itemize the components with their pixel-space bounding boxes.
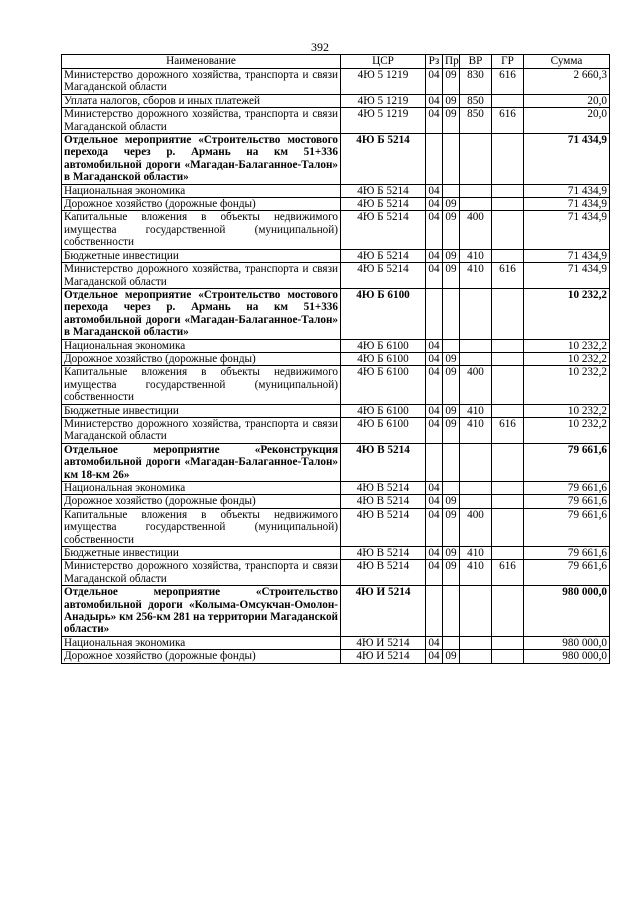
cell-csr: 4Ю В 5214 <box>341 495 426 508</box>
cell-pr: 09 <box>443 211 460 249</box>
cell-pr: 09 <box>443 495 460 508</box>
cell-gr <box>492 94 524 107</box>
cell-name: Дорожное хозяйство (дорожные фонды) <box>62 352 341 365</box>
cell-gr <box>492 184 524 197</box>
cell-pr: 09 <box>443 404 460 417</box>
cell-gr <box>492 288 524 339</box>
cell-pr <box>443 443 460 481</box>
cell-vr <box>460 288 492 339</box>
table-row <box>62 495 610 508</box>
cell-rz: 04 <box>426 547 443 560</box>
cell-pr <box>443 339 460 352</box>
cell-sum: 980 000,0 <box>524 586 610 637</box>
cell-rz: 04 <box>426 184 443 197</box>
cell-csr: 4Ю Б 5214 <box>341 263 426 289</box>
cell-name: Уплата налогов, сборов и иных платежей <box>62 94 341 107</box>
cell-gr: 616 <box>492 560 524 586</box>
cell-name: Министерство дорожного хозяйства, транспорта и связи Магаданской области <box>62 417 341 443</box>
cell-pr: 09 <box>443 650 460 663</box>
cell-rz: 04 <box>426 108 443 134</box>
table-row <box>62 352 610 365</box>
cell-pr: 09 <box>443 108 460 134</box>
cell-pr: 09 <box>443 417 460 443</box>
cell-pr: 09 <box>443 560 460 586</box>
cell-rz: 04 <box>426 249 443 262</box>
cell-pr <box>443 134 460 185</box>
cell-sum: 10 232,2 <box>524 404 610 417</box>
cell-pr: 09 <box>443 352 460 365</box>
page-number: 392 <box>311 40 329 54</box>
cell-rz: 04 <box>426 508 443 546</box>
table-row <box>62 249 610 262</box>
cell-rz: 04 <box>426 198 443 211</box>
cell-csr: 4Ю Б 6100 <box>341 288 426 339</box>
cell-gr <box>492 547 524 560</box>
cell-vr: 850 <box>460 108 492 134</box>
cell-vr <box>460 586 492 637</box>
cell-rz: 04 <box>426 211 443 249</box>
cell-name: Национальная экономика <box>62 482 341 495</box>
cell-name: Министерство дорожного хозяйства, транспорта и связи Магаданской области <box>62 108 341 134</box>
cell-csr: 4Ю В 5214 <box>341 508 426 546</box>
cell-csr: 4Ю Б 6100 <box>341 366 426 404</box>
cell-pr: 09 <box>443 508 460 546</box>
cell-csr: 4Ю Б 6100 <box>341 404 426 417</box>
cell-pr: 09 <box>443 547 460 560</box>
cell-vr: 410 <box>460 547 492 560</box>
cell-pr <box>443 482 460 495</box>
cell-vr <box>460 184 492 197</box>
cell-name: Национальная экономика <box>62 339 341 352</box>
table-row <box>62 547 610 560</box>
column-header-csr: ЦСР <box>341 55 426 69</box>
cell-sum: 10 232,2 <box>524 288 610 339</box>
table-body <box>62 69 610 664</box>
cell-vr <box>460 495 492 508</box>
cell-gr <box>492 211 524 249</box>
cell-name: Капитальные вложения в объекты недвижимого имущества государственной (муниципальной) собственности <box>62 508 341 546</box>
cell-vr <box>460 339 492 352</box>
cell-csr: 4Ю В 5214 <box>341 560 426 586</box>
cell-gr: 616 <box>492 69 524 95</box>
cell-csr: 4Ю Б 5214 <box>341 211 426 249</box>
table-row <box>62 108 610 134</box>
cell-csr: 4Ю Б 5214 <box>341 134 426 185</box>
cell-gr <box>492 404 524 417</box>
cell-sum: 71 434,9 <box>524 184 610 197</box>
cell-vr <box>460 650 492 663</box>
cell-gr <box>492 366 524 404</box>
cell-vr: 400 <box>460 211 492 249</box>
cell-vr: 830 <box>460 69 492 95</box>
cell-rz: 04 <box>426 339 443 352</box>
cell-name: Министерство дорожного хозяйства, транспорта и связи Магаданской области <box>62 69 341 95</box>
cell-rz: 04 <box>426 263 443 289</box>
cell-name: Дорожное хозяйство (дорожные фонды) <box>62 198 341 211</box>
cell-csr: 4Ю 5 1219 <box>341 69 426 95</box>
cell-sum: 79 661,6 <box>524 508 610 546</box>
cell-csr: 4Ю Б 6100 <box>341 339 426 352</box>
column-header-pr: Пр <box>443 55 460 69</box>
cell-sum: 79 661,6 <box>524 443 610 481</box>
cell-rz: 04 <box>426 69 443 95</box>
cell-pr: 09 <box>443 263 460 289</box>
cell-gr: 616 <box>492 417 524 443</box>
cell-csr: 4Ю И 5214 <box>341 636 426 649</box>
table-row <box>62 560 610 586</box>
cell-sum: 71 434,9 <box>524 134 610 185</box>
table-row <box>62 288 610 339</box>
cell-pr: 09 <box>443 94 460 107</box>
cell-name: Бюджетные инвестиции <box>62 547 341 560</box>
cell-gr <box>492 198 524 211</box>
table-row <box>62 482 610 495</box>
budget-table <box>61 54 610 664</box>
cell-csr: 4Ю 5 1219 <box>341 94 426 107</box>
cell-rz: 04 <box>426 495 443 508</box>
cell-gr <box>492 134 524 185</box>
cell-vr <box>460 198 492 211</box>
cell-csr: 4Ю Б 6100 <box>341 417 426 443</box>
table-row <box>62 94 610 107</box>
table-row <box>62 636 610 649</box>
table-row <box>62 443 610 481</box>
cell-gr <box>492 443 524 481</box>
cell-csr: 4Ю И 5214 <box>341 650 426 663</box>
column-header-rz: Рз <box>426 55 443 69</box>
cell-gr: 616 <box>492 263 524 289</box>
cell-vr: 410 <box>460 417 492 443</box>
cell-vr <box>460 443 492 481</box>
cell-rz <box>426 443 443 481</box>
cell-sum: 10 232,2 <box>524 339 610 352</box>
cell-name: Дорожное хозяйство (дорожные фонды) <box>62 495 341 508</box>
cell-name: Бюджетные инвестиции <box>62 249 341 262</box>
cell-sum: 10 232,2 <box>524 417 610 443</box>
cell-name: Отдельное мероприятие «Строительство мостового перехода через р. Армань на км 51+336 автомобильной дороги «Магадан-Балаганное-Талон» в Магаданской области» <box>62 288 341 339</box>
cell-gr <box>492 352 524 365</box>
table-row <box>62 417 610 443</box>
cell-pr <box>443 636 460 649</box>
cell-vr: 410 <box>460 249 492 262</box>
cell-name: Министерство дорожного хозяйства, транспорта и связи Магаданской области <box>62 560 341 586</box>
table-row <box>62 586 610 637</box>
cell-name: Национальная экономика <box>62 636 341 649</box>
cell-sum: 79 661,6 <box>524 560 610 586</box>
cell-pr: 09 <box>443 198 460 211</box>
cell-vr: 410 <box>460 263 492 289</box>
cell-rz <box>426 586 443 637</box>
cell-sum: 10 232,2 <box>524 366 610 404</box>
table-row <box>62 404 610 417</box>
cell-gr <box>492 482 524 495</box>
cell-rz <box>426 134 443 185</box>
table-header <box>62 55 610 69</box>
table-row <box>62 134 610 185</box>
cell-sum: 2 660,3 <box>524 69 610 95</box>
cell-vr: 400 <box>460 366 492 404</box>
table-row <box>62 366 610 404</box>
cell-sum: 79 661,6 <box>524 482 610 495</box>
cell-csr: 4Ю 5 1219 <box>341 108 426 134</box>
cell-pr <box>443 184 460 197</box>
cell-pr <box>443 586 460 637</box>
cell-csr: 4Ю В 5214 <box>341 482 426 495</box>
cell-sum: 79 661,6 <box>524 495 610 508</box>
cell-sum: 71 434,9 <box>524 211 610 249</box>
cell-rz: 04 <box>426 352 443 365</box>
cell-pr: 09 <box>443 366 460 404</box>
cell-pr <box>443 288 460 339</box>
column-header-gr: ГР <box>492 55 524 69</box>
cell-rz: 04 <box>426 482 443 495</box>
cell-name: Отдельное мероприятие «Строительство мостового перехода через р. Армань на км 51+336 автомобильной дороги «Магадан-Балаганное-Талон» в Магаданской области» <box>62 134 341 185</box>
cell-csr: 4Ю Б 5214 <box>341 184 426 197</box>
cell-name: Национальная экономика <box>62 184 341 197</box>
cell-name: Министерство дорожного хозяйства, транспорта и связи Магаданской области <box>62 263 341 289</box>
cell-vr <box>460 482 492 495</box>
cell-csr: 4Ю Б 5214 <box>341 198 426 211</box>
cell-rz: 04 <box>426 94 443 107</box>
table-row <box>62 508 610 546</box>
cell-csr: 4Ю В 5214 <box>341 443 426 481</box>
cell-name: Отдельное мероприятие «Строительство автомобильной дороги «Колыма-Омсукчан-Омолон-Анадырь» км 256-км 281 на территории Магаданской области» <box>62 586 341 637</box>
cell-vr: 410 <box>460 404 492 417</box>
cell-name: Отдельное мероприятие «Реконструкция автомобильной дороги «Магадан-Балаганное-Талон» км 18-км 26» <box>62 443 341 481</box>
cell-sum: 71 434,9 <box>524 263 610 289</box>
cell-name: Дорожное хозяйство (дорожные фонды) <box>62 650 341 663</box>
cell-vr <box>460 352 492 365</box>
cell-gr <box>492 586 524 637</box>
cell-gr <box>492 650 524 663</box>
cell-rz: 04 <box>426 560 443 586</box>
cell-name: Бюджетные инвестиции <box>62 404 341 417</box>
cell-csr: 4Ю Б 6100 <box>341 352 426 365</box>
cell-sum: 20,0 <box>524 108 610 134</box>
cell-pr: 09 <box>443 249 460 262</box>
cell-vr: 400 <box>460 508 492 546</box>
cell-gr: 616 <box>492 108 524 134</box>
cell-vr <box>460 636 492 649</box>
column-header-sum: Сумма <box>524 55 610 69</box>
cell-name: Капитальные вложения в объекты недвижимого имущества государственной (муниципальной) собственности <box>62 211 341 249</box>
cell-vr: 410 <box>460 560 492 586</box>
cell-rz <box>426 288 443 339</box>
cell-sum: 980 000,0 <box>524 650 610 663</box>
cell-csr: 4Ю И 5214 <box>341 586 426 637</box>
cell-sum: 71 434,9 <box>524 249 610 262</box>
cell-vr <box>460 134 492 185</box>
cell-sum: 10 232,2 <box>524 352 610 365</box>
column-header-name: Наименование <box>62 55 341 69</box>
cell-gr <box>492 339 524 352</box>
cell-rz: 04 <box>426 417 443 443</box>
cell-csr: 4Ю Б 5214 <box>341 249 426 262</box>
column-header-vr: ВР <box>460 55 492 69</box>
cell-name: Капитальные вложения в объекты недвижимого имущества государственной (муниципальной) собственности <box>62 366 341 404</box>
cell-sum: 20,0 <box>524 94 610 107</box>
cell-sum: 79 661,6 <box>524 547 610 560</box>
cell-gr <box>492 508 524 546</box>
cell-rz: 04 <box>426 636 443 649</box>
cell-pr: 09 <box>443 69 460 95</box>
table-row <box>62 263 610 289</box>
cell-rz: 04 <box>426 650 443 663</box>
cell-sum: 980 000,0 <box>524 636 610 649</box>
table-row <box>62 198 610 211</box>
cell-sum: 71 434,9 <box>524 198 610 211</box>
cell-gr <box>492 495 524 508</box>
table-row <box>62 650 610 663</box>
table-row <box>62 69 610 95</box>
cell-gr <box>492 249 524 262</box>
table-row <box>62 184 610 197</box>
cell-gr <box>492 636 524 649</box>
cell-vr: 850 <box>460 94 492 107</box>
table-row <box>62 339 610 352</box>
cell-csr: 4Ю В 5214 <box>341 547 426 560</box>
table-row <box>62 211 610 249</box>
cell-rz: 04 <box>426 366 443 404</box>
cell-rz: 04 <box>426 404 443 417</box>
